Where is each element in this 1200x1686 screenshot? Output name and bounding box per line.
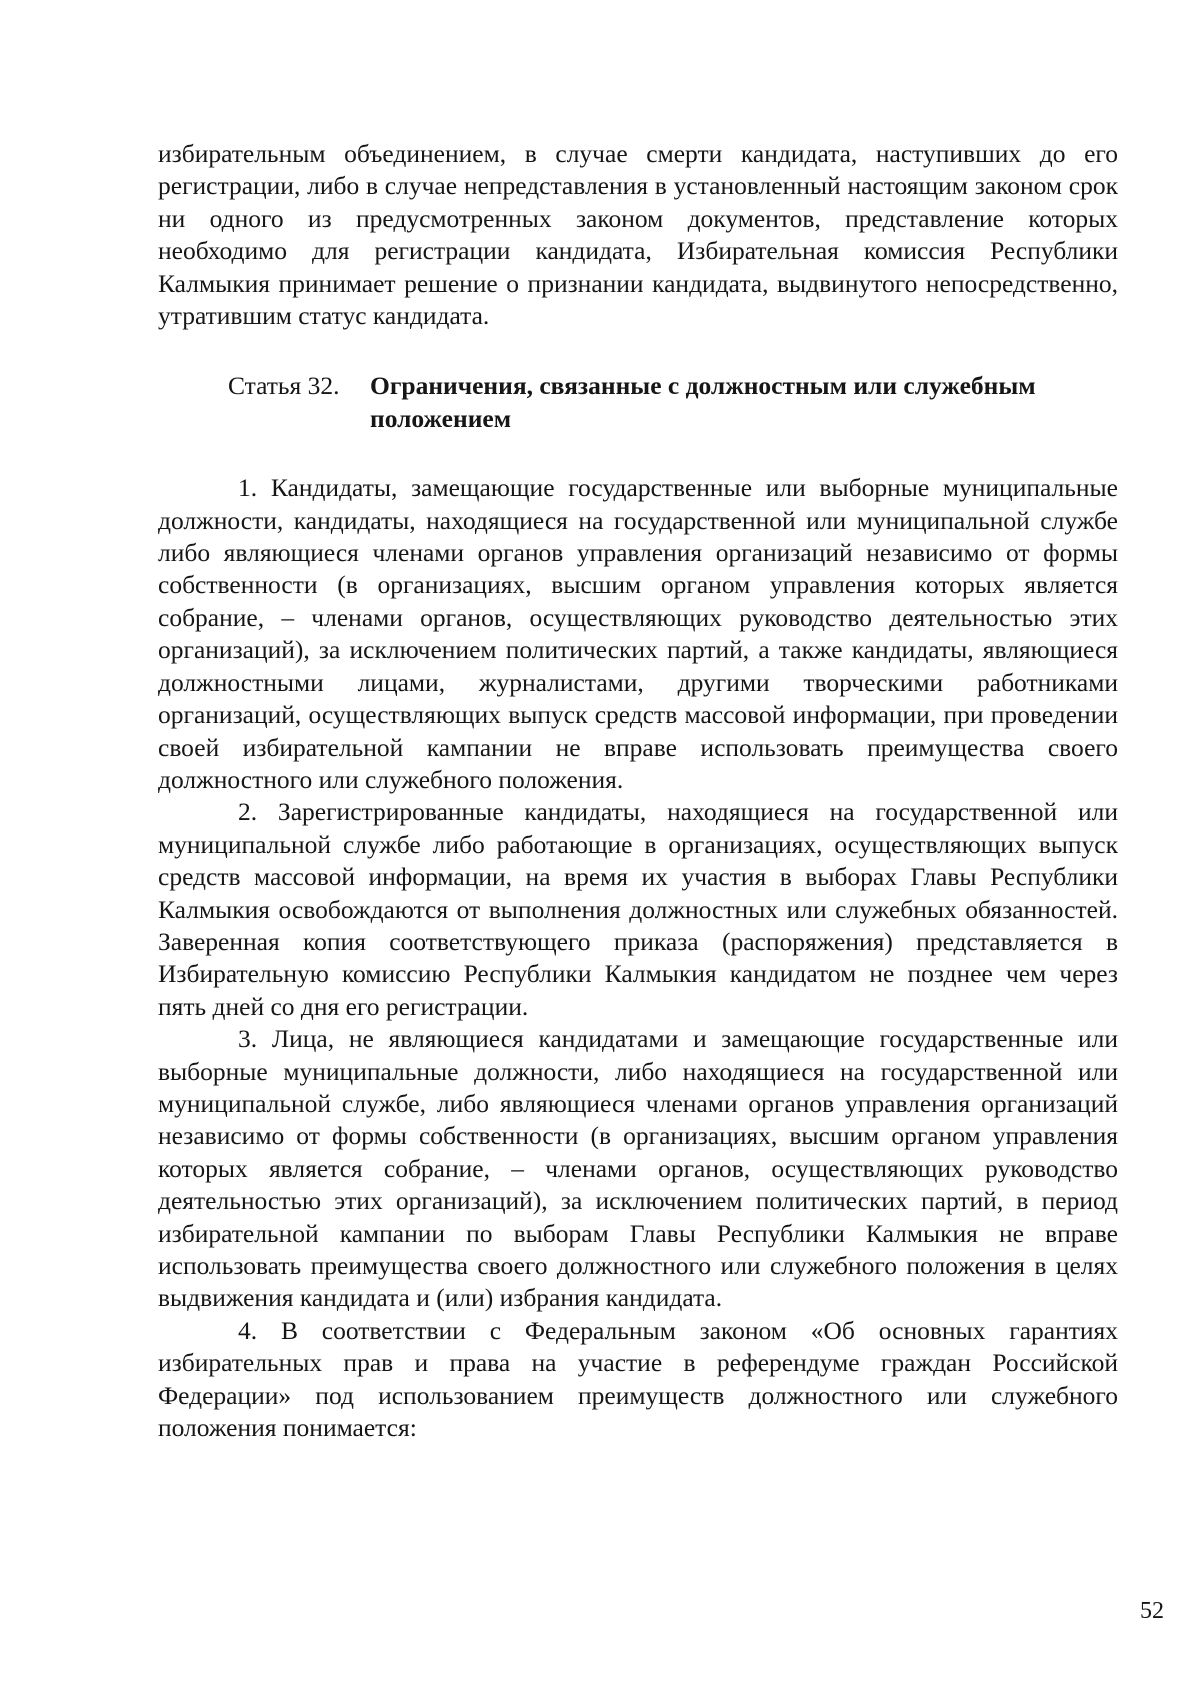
paragraph-4: 4. В соответствии с Федеральным законом «Об основных гарантиях избирательных прав и права на участие в референдуме граждан Российской Федерации» под использованием преимуществ должностного или служебного положения понимается: (158, 1315, 1118, 1443)
paragraph-3: 3. Лица, не являющиеся кандидатами и замещающие государственные или выборные муниципальные должности, либо находящиеся на государственной или муниципальной службе, либо являющиеся членами органов управления организаций независимо от формы собственности (в организациях, высшим органом управления которых является собрание, – членами органов, осуществляющих руководство деятельностью этих организаций), за исключением политических партий, в период избирательной кампании по выборам Главы Республики Калмыкия не вправе использовать преимущества своего должностного или служебного положения в целях выдвижения кандидата и (или) избрания кандидата. (158, 1024, 1118, 1313)
intro-paragraph: избирательным объединением, в случае смерти кандидата, наступивших до его регистрации, либо в случае непредставления в установленный настоящим законом срок ни одного из предусмотренных законом документов, представление которых необходимо для регистрации кандидата, Избирательная комиссия Республики Калмыкия принимает решение о признании кандидата, выдвинутого непосредственно, утратившим статус кандидата. (158, 139, 1118, 331)
page-number: 52 (1140, 1598, 1164, 1624)
article-title: Ограничения, связанные с должностным или служебным положением (370, 371, 1036, 433)
document-page (158, 138, 1118, 1444)
paragraph-1: 1. Кандидаты, замещающие государственные или выборные муниципальные должности, кандидаты, находящиеся на государственной или муниципальной службе либо являющиеся членами органов управления организаций независимо от формы собственности (в организациях, высшим органом управления которых является собрание, – членами органов, осуществляющих руководство деятельностью этих организаций), за исключением политических партий, а также кандидаты, являющиеся должностными лицами, журналистами, другими творческими работниками организаций, осуществляющих выпуск средств массовой информации, при проведении своей избирательной кампании не вправе использовать преимущества своего должностного или служебного положения. (158, 473, 1118, 794)
article-number: Статья 32. (228, 371, 340, 401)
article-heading (228, 370, 1118, 435)
paragraph-2: 2. Зарегистрированные кандидаты, находящиеся на государственной или муниципальной службе либо работающие в организациях, осуществляющих выпуск средств массовой информации, на время их участия в выборах Главы Республики Калмыкия освобождаются от выполнения должностных или служебных обязанностей. Заверенная копия соответствующего приказа (распоряжения) представляется в Избирательную комиссию Республики Калмыкия кандидатом не позднее чем через пять дней со дня его регистрации. (158, 797, 1118, 1021)
